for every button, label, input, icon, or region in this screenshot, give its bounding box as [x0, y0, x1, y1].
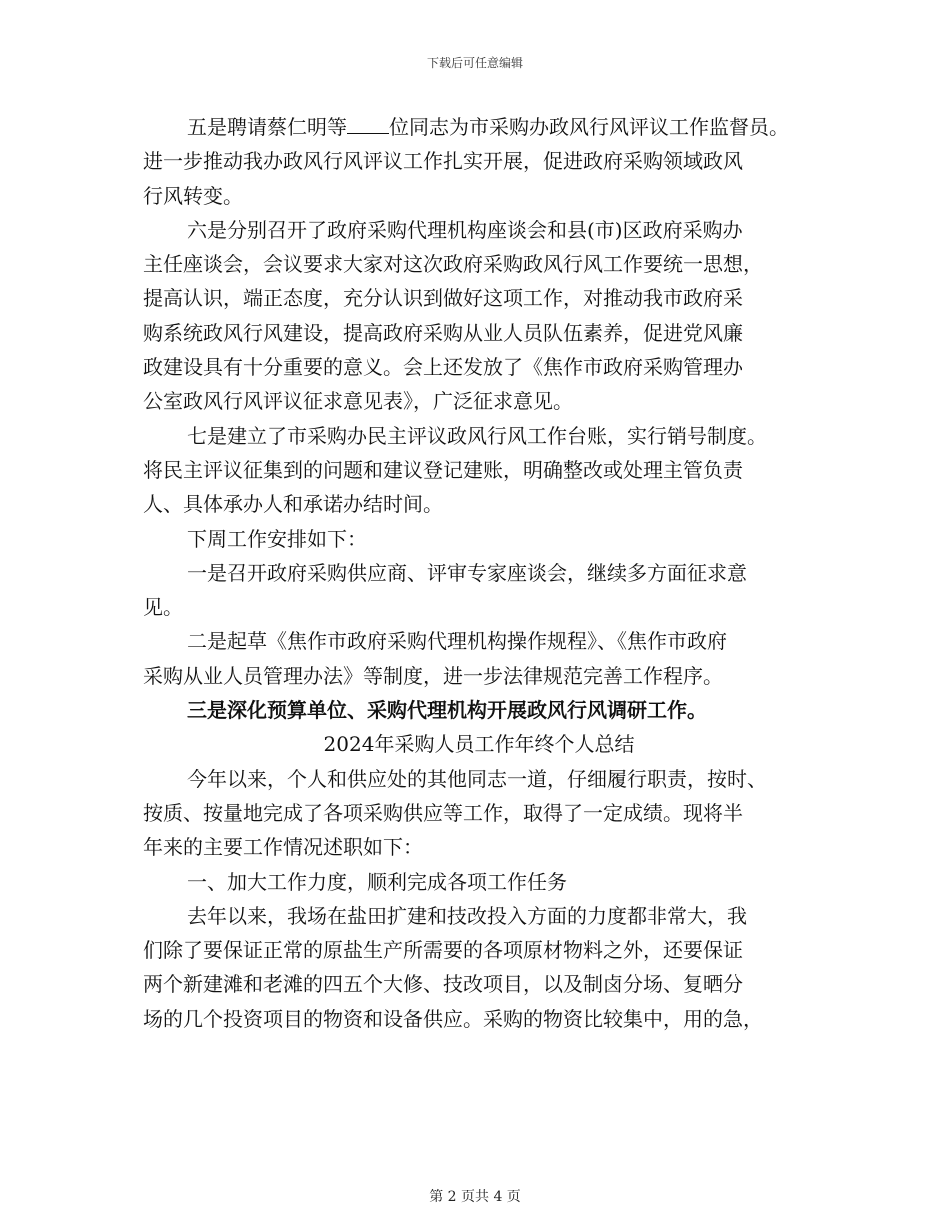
bold-paragraph-line: 三是深化预算单位、采购代理机构开展政风行风调研工作。	[187, 698, 707, 723]
paragraph-line: 今年以来，个人和供应处的其他同志一道，仔细履行职责，按时、	[187, 766, 767, 791]
paragraph-line	[143, 110, 815, 144]
paragraph-line: 按质、按量地完成了各项采购供应等工作，取得了一定成绩。现将半	[143, 800, 743, 825]
paragraph-line: 公室政风行风评议征求意见表》，广泛征求意见。	[143, 389, 573, 414]
paragraph-line: 两个新建滩和老滩的四五个大修、技改项目，以及制卤分场、复晒分	[143, 972, 743, 997]
paragraph-line: 政建设具有十分重要的意义。会上还发放了《焦作市政府采购管理办	[143, 355, 743, 380]
paragraph-line: 人、具体承办人和承诺办结时间。	[143, 492, 443, 517]
document-body	[143, 110, 815, 1036]
page-header: 下载后可任意编辑	[426, 56, 523, 70]
paragraph-line: 七是建立了市采购办民主评议政风行风工作台账，实行销号制度。	[187, 423, 767, 448]
paragraph-line: 见。	[143, 595, 183, 620]
paragraph-line: 提高认识，端正态度，充分认识到做好这项工作，对推动我市政府采	[143, 286, 743, 311]
paragraph-line: 进一步推动我办政风行风评议工作扎实开展，促进政府采购领域政风	[143, 149, 743, 174]
paragraph-line: 六是分别召开了政府采购代理机构座谈会和县(市)区政府采购办	[187, 217, 743, 242]
page-footer: 第 2 页共 4 页	[429, 1189, 521, 1205]
paragraph-line: 将民主评议征集到的问题和建议登记建账，明确整改或处理主管负责	[143, 457, 743, 482]
paragraph-line: 购系统政风行风建设，提高政府采购从业人员队伍素养，促进党风廉	[143, 320, 743, 345]
fill-in-blank	[347, 115, 389, 134]
line-text: 位同志为市采购办政风行风评议工作监督员。	[389, 115, 789, 139]
paragraph-line: 行风转变。	[143, 183, 243, 208]
section-title: 2024年采购人员工作年终个人总结	[323, 732, 635, 757]
subheading-line: 一、加大工作力度，顺利完成各项工作任务	[187, 869, 567, 894]
paragraph-line: 去年以来，我场在盐田扩建和技改投入方面的力度都非常大，我	[187, 903, 747, 928]
paragraph-line: 一是召开政府采购供应商、评审专家座谈会，继续多方面征求意	[187, 560, 747, 585]
paragraph-line: 采购从业人员管理办法》等制度，进一步法律规范完善工作程序。	[143, 663, 723, 688]
paragraph-line: 们除了要保证正常的原盐生产所需要的各项原材物料之外，还要保证	[143, 938, 743, 963]
paragraph-line: 下周工作安排如下：	[187, 526, 367, 551]
paragraph-line: 年来的主要工作情况述职如下：	[143, 835, 423, 860]
paragraph-line: 主任座谈会，会议要求大家对这次政府采购政风行风工作要统一思想，	[143, 252, 763, 277]
paragraph-line: 二是起草《焦作市政府采购代理机构操作规程》、《焦作市政府	[187, 629, 727, 654]
line-text: 五是聘请蔡仁明等	[187, 115, 347, 139]
paragraph-line: 场的几个投资项目的物资和设备供应。采购的物资比较集中，用的急，	[143, 1006, 763, 1031]
